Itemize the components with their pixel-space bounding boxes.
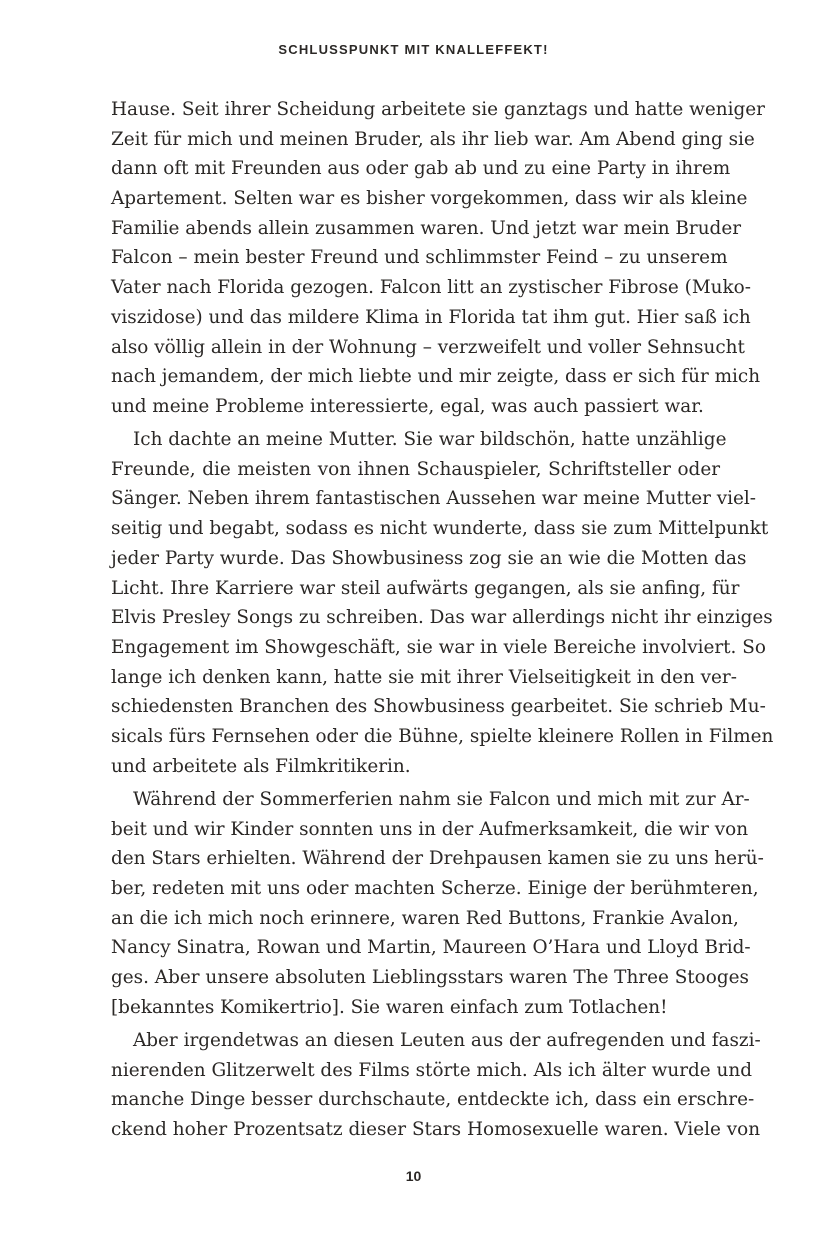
text-line: an die ich mich noch erinnere, waren Red Buttons, Frankie Avalon,	[111, 907, 739, 929]
paragraph	[111, 785, 764, 1023]
text-line: nierenden Glitzerwelt des Films störte mich. Als ich älter wurde und	[111, 1059, 752, 1081]
text-line: Falcon – mein bester Freund und schlimmster Feind – zu unserem	[111, 247, 728, 269]
text-line: Nancy Sinatra, Rowan und Martin, Maureen O’Hara und Lloyd Brid-	[111, 937, 751, 959]
text-line: jeder Party wurde. Das Showbusiness zog sie an wie die Motten das	[111, 547, 747, 569]
text-line: Während der Sommerferien nahm sie Falcon und mich mit zur Ar-	[133, 788, 750, 810]
text-line: seitig und begabt, sodass es nicht wunderte, dass sie zum Mittelpunkt	[111, 518, 769, 540]
text-line: [bekanntes Komikertrio]. Sie waren einfach zum Totlachen!	[111, 996, 668, 1018]
page-number: 10	[405, 1168, 422, 1184]
paragraph	[111, 425, 774, 781]
text-line: Familie abends allein zusammen waren. Und jetzt war mein Bruder	[111, 217, 741, 239]
text-line: Aber irgendetwas an diesen Leuten aus der aufregenden und faszi-	[133, 1029, 761, 1051]
text-line: nach jemandem, der mich liebte und mir zeigte, dass er sich für mich	[111, 366, 761, 388]
text-line: also völlig allein in der Wohnung – verzweifelt und voller Sehnsucht	[111, 336, 745, 358]
text-line: dann oft mit Freunden aus oder gab ab und zu eine Party in ihrem	[111, 158, 731, 180]
text-line: Freunde, die meisten von ihnen Schauspieler, Schriftsteller oder	[111, 458, 720, 480]
text-line: Sänger. Neben ihrem fantastischen Aussehen war meine Mutter viel-	[111, 488, 757, 510]
text-line: und arbeitete als Filmkritikerin.	[111, 755, 411, 777]
text-line: ber, redeten mit uns oder machten Scherze. Einige der berühmteren,	[111, 877, 759, 899]
text-line: schiedensten Branchen des Showbusiness gearbeitet. Sie schrieb Mu-	[111, 696, 766, 718]
text-line: lange ich denken kann, hatte sie mit ihrer Vielseitigkeit in den ver-	[111, 666, 737, 688]
text-line: Apartement. Selten war es bisher vorgekommen, dass wir als kleine	[111, 188, 748, 210]
running-head: SCHLUSSPUNKT MIT KNALLEFFEKT!	[278, 42, 549, 57]
text-line: den Stars erhielten. Während der Drehpausen kamen sie zu uns herü-	[111, 848, 764, 870]
paragraph	[111, 95, 765, 422]
text-line: Engagement im Showgeschäft, sie war in viele Bereiche involviert. So	[111, 636, 766, 658]
text-line: Hause. Seit ihrer Scheidung arbeitete sie ganztags und hatte weniger	[111, 99, 765, 120]
body-text	[111, 95, 774, 1145]
text-line: viszidose) und das mildere Klima in Florida tat ihm gut. Hier saß ich	[111, 306, 751, 328]
text-line: und meine Probleme interessierte, egal, was auch passiert war.	[111, 395, 704, 417]
text-line: Zeit für mich und meinen Bruder, als ihr lieb war. Am Abend ging sie	[111, 128, 755, 150]
text-line: Licht. Ihre Karriere war steil aufwärts gegangen, als sie anfing, für	[111, 577, 740, 599]
text-line: Elvis Presley Songs zu schreiben. Das war allerdings nicht ihr einziges	[111, 607, 773, 629]
text-line: Ich dachte an meine Mutter. Sie war bildschön, hatte unzählige	[133, 429, 727, 451]
text-line: ges. Aber unsere absoluten Lieblingsstars waren The Three Stooges	[111, 966, 749, 988]
paragraph	[111, 1026, 761, 1145]
text-line: sicals fürs Fernsehen oder die Bühne, spielte kleinere Rollen in Filmen	[111, 725, 774, 747]
text-line: ckend hoher Prozentsatz dieser Stars Homosexuelle waren. Viele von	[111, 1118, 761, 1140]
text-line: Vater nach Florida gezogen. Falcon litt an zystischer Fibrose (Muko-	[111, 277, 751, 299]
text-line: manche Dinge besser durchschaute, entdeckte ich, dass ein erschre-	[111, 1089, 755, 1111]
text-line: beit und wir Kinder sonnten uns in der Aufmerksamkeit, die wir von	[111, 818, 749, 840]
